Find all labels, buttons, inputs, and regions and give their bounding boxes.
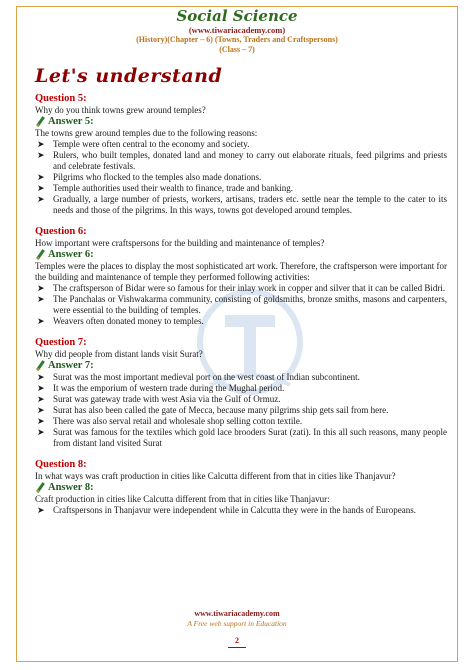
pencil-icon	[35, 250, 45, 260]
question-7-text: Why did people from distant lands visit Surat?	[35, 349, 203, 359]
list-item: ➤ There was also serval retail and wholesale shop selling cotton textile.	[35, 416, 447, 427]
question-6-text: How important were craftspersons for the building and maintenance of temples?	[35, 238, 325, 248]
answer-7-heading	[35, 360, 447, 372]
pencil-icon	[35, 483, 45, 493]
list-item: ➤ Gradually, a large number of priests, workers, artisans, traders etc. settle near the temple to the cater to its needs and those of the pilgrims. In this ways, towns got developed around temples.	[35, 194, 447, 216]
list-item: ➤ Surat was gateway trade with west Asia via the Gulf of Ormuz.	[35, 394, 447, 405]
page-header	[0, 8, 474, 55]
header-url[interactable]: (www.tiwariacademy.com)	[188, 25, 286, 35]
footer-tagline: A Free web support in Education	[187, 619, 287, 628]
answer-5-label: Answer 5:	[48, 116, 94, 127]
answer-7-label: Answer 7:	[48, 360, 94, 371]
pencil-icon	[35, 117, 45, 127]
question-8-label: Question 8:	[35, 459, 87, 470]
list-item: ➤ Surat was famous for the textiles which gold lace brooders Surat (zati). In this all such reasons, many people from distant land visited Surat	[35, 427, 447, 449]
answer-6-list	[35, 283, 447, 327]
list-item: ➤ Pilgrims who flocked to the temples also made donations.	[35, 172, 447, 183]
answer-6-label: Answer 6:	[48, 249, 94, 260]
list-item: ➤ The Panchalas or Vishwakarma community, consisting of goldsmiths, bronze smiths, masons and carpenters, were essential to the building of temples.	[35, 294, 447, 316]
answer-8-heading	[35, 482, 447, 494]
answer-8-label: Answer 8:	[48, 482, 94, 493]
answer-8-list	[35, 505, 447, 516]
answer-8-intro: Craft production in cities like Calcutta different from that in cities like Thanjavur:	[35, 494, 330, 504]
list-item: ➤ Weavers often donated money to temples.	[35, 316, 447, 327]
section-title: Let's understand	[35, 65, 223, 87]
header-chapter: (History)(Chapter – 6) (Towns, Traders and Craftspersons)	[136, 35, 338, 44]
list-item: ➤ The craftsperson of Bidar were so famous for their inlay work in copper and silver that it can be called Bidri.	[35, 283, 447, 294]
answer-7-list	[35, 372, 447, 449]
list-item: ➤ Craftspersons in Thanjavur were independent while in Calcutta they were in the hands of Europeans.	[35, 505, 447, 516]
question-5-text: Why do you think towns grew around temples?	[35, 105, 206, 115]
list-item: ➤ Rulers, who built temples, donated land and money to carry out elaborate rituals, feed pilgrims and priests and celebrate festivals.	[35, 150, 447, 172]
list-item: ➤ Surat was the most important medieval port on the west coast of Indian subcontinent.	[35, 372, 447, 383]
page-number: 2	[228, 635, 246, 648]
answer-5-intro: The towns grew around temples due to the following reasons:	[35, 128, 258, 138]
pencil-icon	[35, 361, 45, 371]
footer-url[interactable]: www.tiwariacademy.com	[194, 609, 280, 618]
answer-6-intro: Temples were the places to display the most sophisticated art work. Therefore, the craftsperson were important for the building and maintenance of temple they performed following activities:	[35, 261, 447, 282]
questions-content	[35, 93, 447, 516]
page-footer	[0, 609, 474, 629]
question-8-text: In what ways was craft production in cities like Calcutta different from that in cities like Thanjavur?	[35, 471, 396, 481]
list-item: ➤ Temple were often central to the economy and society.	[35, 139, 447, 150]
list-item: ➤ Surat has also been called the gate of Mecca, because many pilgrims ship gets sail from here.	[35, 405, 447, 416]
question-5-label: Question 5:	[35, 93, 87, 104]
answer-5-heading	[35, 116, 447, 128]
list-item: ➤ Temple authorities used their wealth to finance, trade and banking.	[35, 183, 447, 194]
header-class: (Class – 7)	[219, 45, 255, 54]
answer-6-heading	[35, 249, 447, 261]
list-item: ➤ It was the emporium of western trade during the Mughal period.	[35, 383, 447, 394]
header-title: Social Science	[176, 7, 298, 25]
question-6-label: Question 6:	[35, 226, 87, 237]
answer-5-list	[35, 139, 447, 216]
question-7-label: Question 7:	[35, 337, 87, 348]
